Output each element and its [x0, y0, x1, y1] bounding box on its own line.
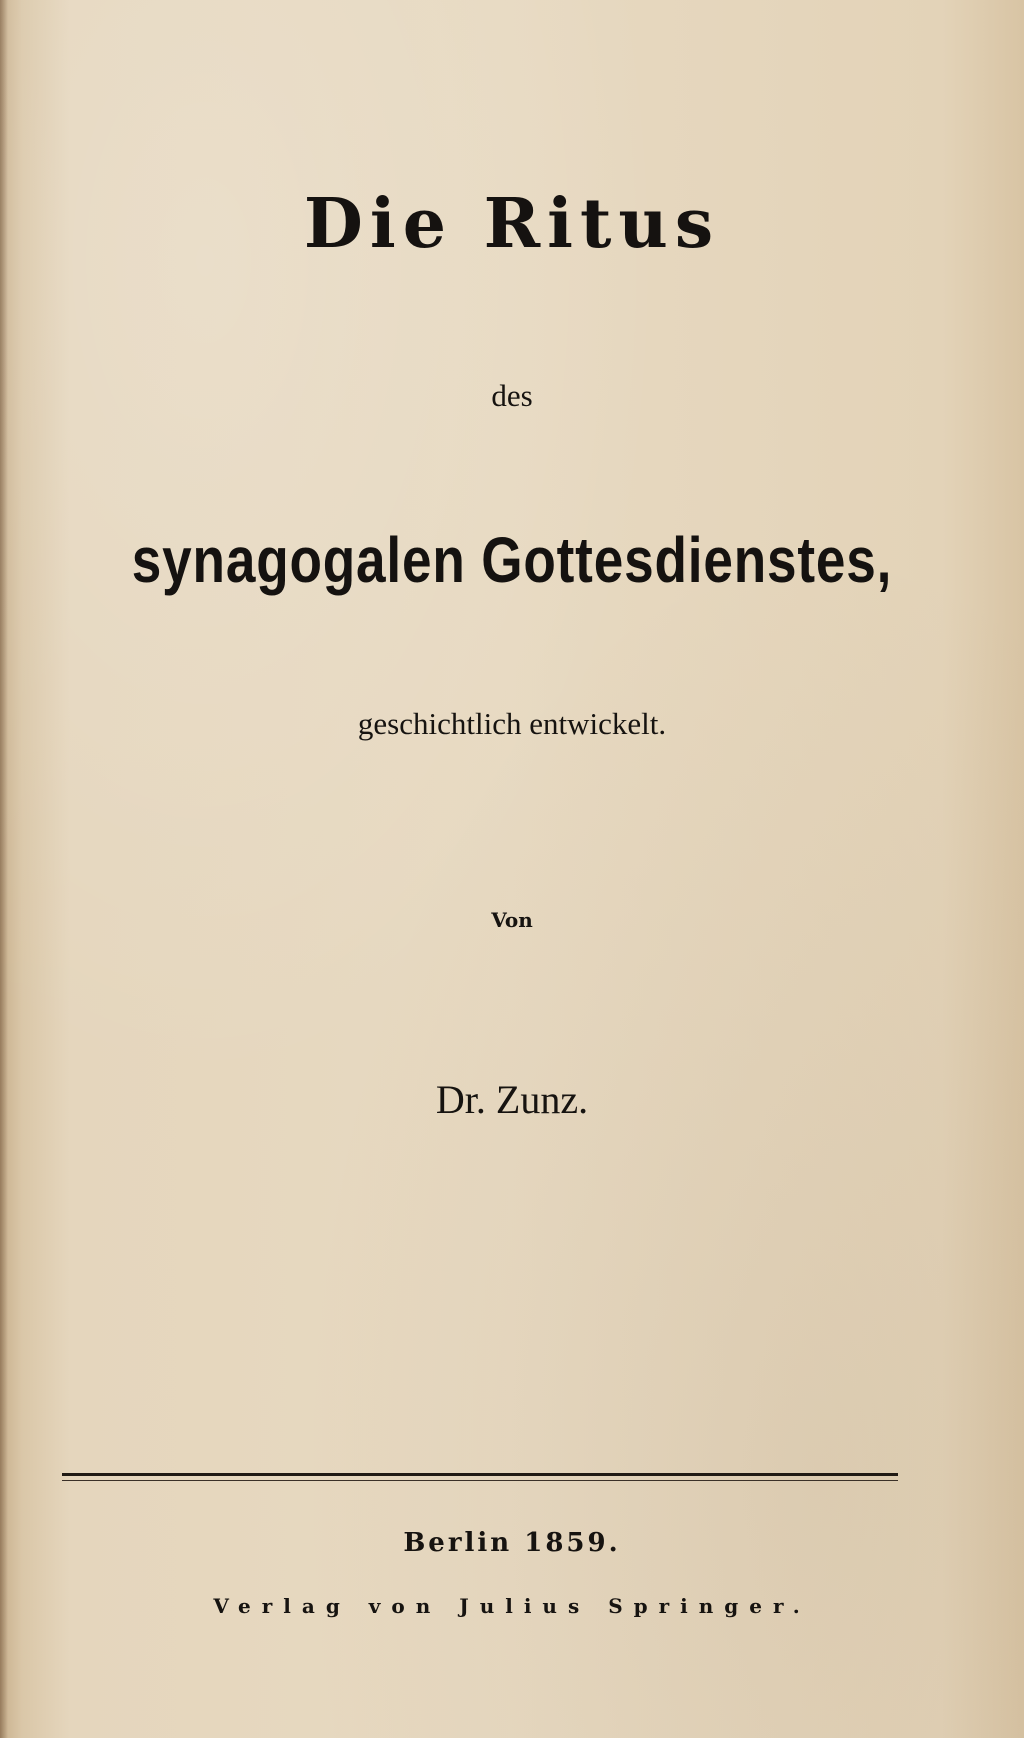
divider-rule-secondary	[62, 1480, 898, 1481]
book-description: geschichtlich entwickelt.	[357, 706, 667, 741]
publisher-line: Verlag von Julius Springer.	[213, 1594, 811, 1618]
author-name: Dr. Zunz.	[435, 1077, 589, 1122]
place-and-year: Berlin 1859.	[403, 1528, 621, 1558]
title-connector: des	[491, 378, 533, 413]
book-title: Die Ritus	[303, 184, 721, 264]
divider-rule	[62, 1473, 898, 1476]
author-intro: Von	[491, 908, 533, 932]
book-subtitle: synagogalen Gottesdienstes,	[131, 524, 893, 596]
